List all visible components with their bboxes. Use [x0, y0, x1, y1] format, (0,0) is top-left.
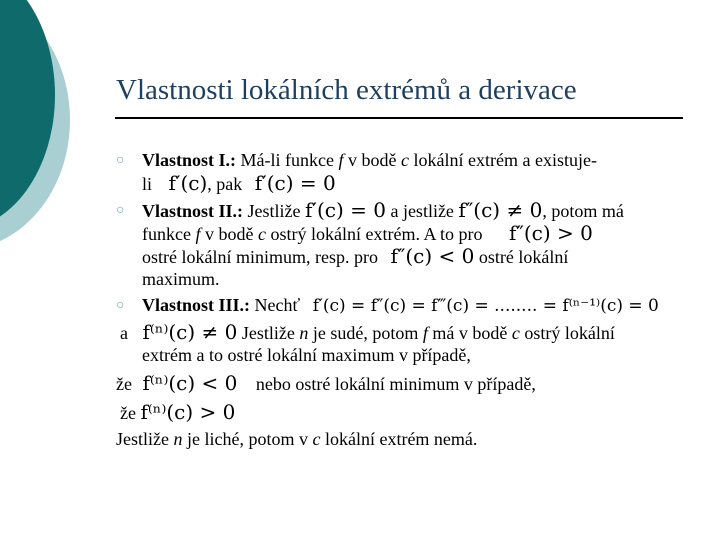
text: ostré lokální minimum, resp. pro: [142, 247, 378, 267]
formula-f-prime-c: f′(c): [168, 171, 208, 195]
var-n: n: [299, 323, 309, 343]
formula-derivatives-chain-eq-0: f′(c) = f″(c) = f‴(c) = ........ = f⁽ⁿ⁻¹⁾(c) = 0: [312, 296, 659, 316]
text: nebo ostré lokální minimum v případě,: [255, 374, 536, 394]
text: maximum.: [142, 269, 220, 289]
text: funkce: [142, 224, 196, 244]
text: je liché, potom v: [182, 429, 313, 449]
line-12: [116, 428, 477, 450]
text: ostrý lokální extrém. A to pro: [266, 224, 483, 244]
var-c: c: [312, 429, 321, 449]
line-4: [142, 222, 593, 245]
formula-f-double-prime-neq-0: f″(c) ≠ 0: [458, 198, 543, 222]
var-c: c: [511, 323, 520, 343]
slide-title: Vlastnosti lokálních extrémů a derivace: [116, 74, 577, 106]
text: je sudé, potom: [308, 323, 423, 343]
text: extrém a to ostré lokální maximum v případě,: [142, 345, 471, 365]
formula-f-double-prime-lt-0: f″(c) < 0: [390, 244, 475, 268]
line-8: [120, 321, 615, 344]
line-5: [142, 245, 568, 268]
text: , potom má: [542, 201, 624, 221]
text: ostrý lokální: [519, 323, 615, 343]
formula-f-double-prime-gt-0: f″(c) > 0: [508, 221, 593, 245]
text: Má-li funkce: [236, 150, 339, 170]
text: že: [116, 374, 132, 394]
var-c: c: [401, 150, 409, 170]
line-6: [142, 268, 220, 290]
var-n: n: [173, 429, 183, 449]
property-3-label: Vlastnost III.:: [142, 295, 251, 315]
var-c: c: [258, 224, 266, 244]
text: Nechť: [250, 295, 301, 315]
text: lokální extrém a existuje-: [409, 150, 597, 170]
text: a: [120, 323, 128, 343]
text: Jestliže: [241, 323, 300, 343]
property-1-label: Vlastnost I.:: [142, 150, 237, 170]
var-f: f: [338, 150, 344, 170]
line-11: [120, 401, 235, 424]
text: ostré lokální: [478, 247, 569, 267]
bullet-marker-1: [116, 150, 124, 172]
line-2: [142, 172, 336, 195]
property-2-label: Vlastnost II.:: [142, 201, 244, 221]
text: v bodě: [343, 150, 401, 170]
line-3: [142, 199, 624, 222]
text: Jestliže: [116, 429, 174, 449]
formula-f-prime-c-eq-0: f′(c) = 0: [305, 198, 386, 222]
bullet-marker-2: [116, 200, 124, 222]
bullet-marker-3: [116, 295, 124, 317]
text: , pak: [207, 174, 243, 194]
text: Jestliže: [243, 201, 301, 221]
var-f: f: [422, 323, 428, 343]
text: li: [142, 174, 153, 194]
formula-f-n-gt-0: f⁽ⁿ⁾(c) > 0: [140, 400, 236, 424]
line-9: [142, 344, 471, 366]
line-7: [142, 294, 659, 317]
title-underline: [115, 117, 683, 119]
text: lokální extrém nemá.: [320, 429, 478, 449]
formula-f-prime-c-eq-0: f′(c) = 0: [254, 171, 336, 195]
formula-f-n-neq-0: f⁽ⁿ⁾(c) ≠ 0: [142, 320, 238, 344]
var-f: f: [195, 224, 201, 244]
text: že: [120, 403, 136, 423]
line-10: [116, 372, 536, 395]
line-1: [142, 149, 597, 171]
formula-f-n-lt-0: f⁽ⁿ⁾(c) < 0: [142, 371, 238, 395]
text: v bodě: [200, 224, 258, 244]
decorative-circles: [0, 0, 120, 320]
text: má v bodě: [427, 323, 512, 343]
text: a jestliže: [385, 201, 454, 221]
